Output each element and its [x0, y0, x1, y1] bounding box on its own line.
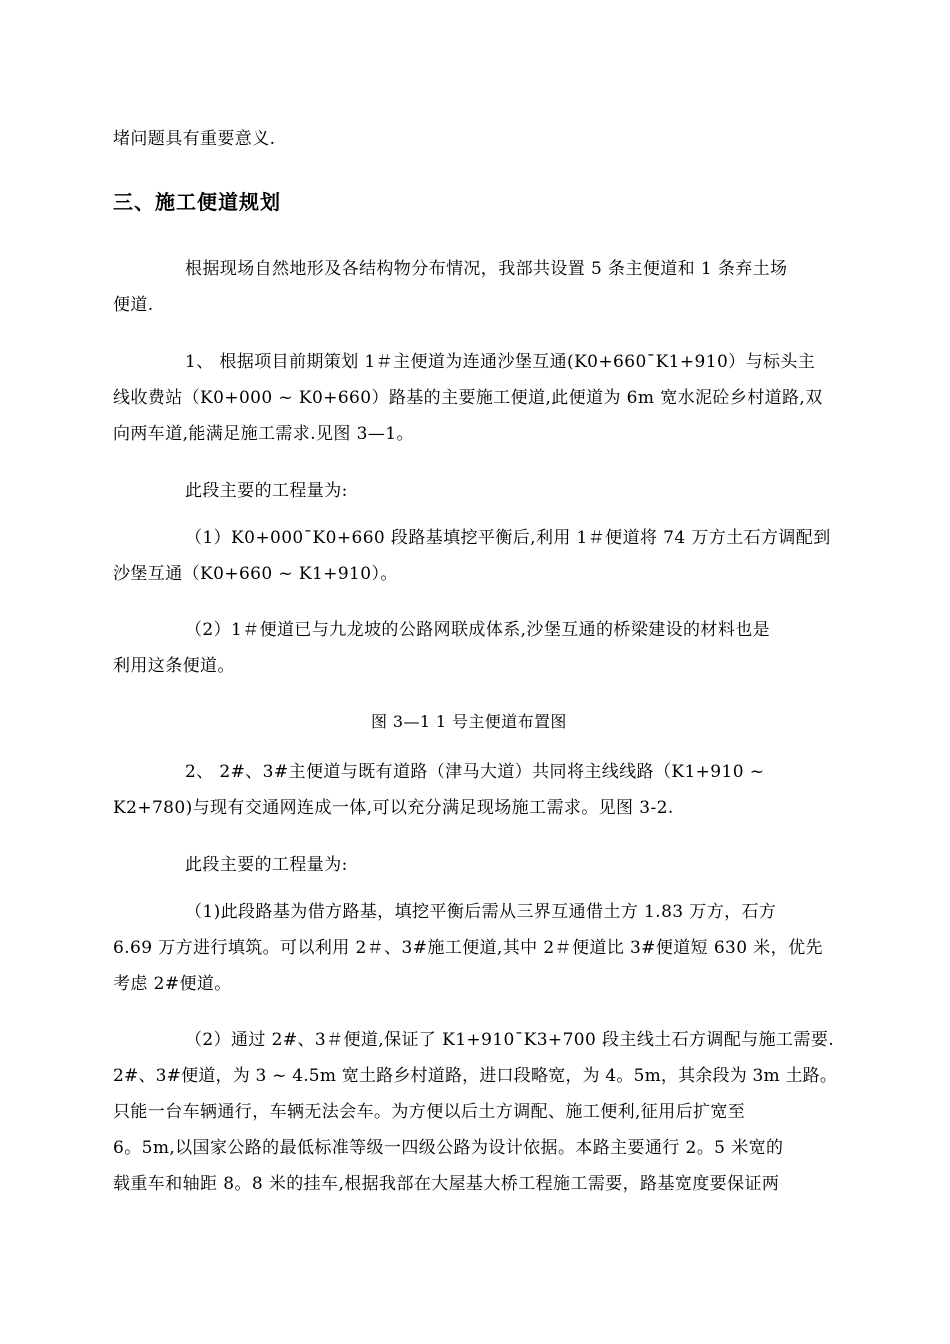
item1-sub2-line2: 利用这条便道。 — [113, 656, 235, 676]
item1-sub2-line1: （2）1＃便道已与九龙坡的公路网联成体系,沙堡互通的桥梁建设的材料也是 — [185, 620, 771, 640]
item1-sub1-line1: （1）K0+000¯K0+660 段路基填挖平衡后,利用 1＃便道将 74 万方土石方调配到 — [185, 528, 831, 548]
overview-paragraph-line2: 便道. — [113, 295, 154, 315]
item2-sub2-line1: （2）通过 2#、3＃便道,保证了 K1+910¯K3+700 段主线土石方调配与施工需要. — [185, 1030, 835, 1050]
figure-caption: 图 3—1 1 号主便道布置图 — [371, 712, 567, 731]
item1-line3: 向两车道,能满足施工需求.见图 3—1。 — [113, 424, 414, 444]
item2-sub2-line2: 2#、3#便道，为 3 ~ 4.5m 宽土路乡村道路，进口段略宽，为 4。5m，其余段为 3m 土路。 — [113, 1066, 838, 1086]
item2-line2: K2+780)与现有交通网连成一体,可以充分满足现场施工需求。见图 3-2. — [113, 798, 674, 818]
item2-sub1-line1: （1)此段路基为借方路基，填挖平衡后需从三界互通借土方 1.83 万方，石方 — [185, 902, 777, 922]
section-heading: 三、施工便道规划 — [113, 190, 281, 214]
item2-sub2-line3: 只能一台车辆通行，车辆无法会车。为方便以后土方调配、施工便利,征用后扩宽至 — [113, 1102, 746, 1122]
item2-sub1-line2: 6.69 万方进行填筑。可以利用 2＃、3#施工便道,其中 2＃便道比 3#便道短 630 米，优先 — [113, 938, 823, 958]
item1-sub1-line2: 沙堡互通（K0+660 ~ K1+910）。 — [113, 564, 398, 584]
item1-quantities-label: 此段主要的工程量为: — [185, 481, 348, 501]
overview-paragraph-line1: 根据现场自然地形及各结构物分布情况，我部共设置 5 条主便道和 1 条弃土场 — [185, 259, 788, 279]
item2-sub1-line3: 考虑 2#便道。 — [113, 974, 232, 994]
item2-quantities-label: 此段主要的工程量为: — [185, 855, 348, 875]
intro-tail-text: 堵问题具有重要意义. — [113, 129, 276, 149]
item2-sub2-line4: 6。5m,以国家公路的最低标准等级一四级公路为设计依据。本路主要通行 2。5 米宽的 — [113, 1138, 784, 1158]
item1-line1: 1、 根据项目前期策划 1＃主便道为连通沙堡互通(K0+660¯K1+910）与标头主 — [185, 352, 816, 372]
item2-sub2-line5: 载重车和轴距 8。8 米的挂车,根据我部在大屋基大桥工程施工需要，路基宽度要保证两 — [113, 1174, 780, 1194]
item1-line2: 线收费站（K0+000 ~ K0+660）路基的主要施工便道,此便道为 6m 宽水泥砼乡村道路,双 — [113, 388, 823, 408]
item2-line1: 2、 2#、3#主便道与既有道路（津马大道）共同将主线线路（K1+910 ~ — [185, 762, 765, 782]
